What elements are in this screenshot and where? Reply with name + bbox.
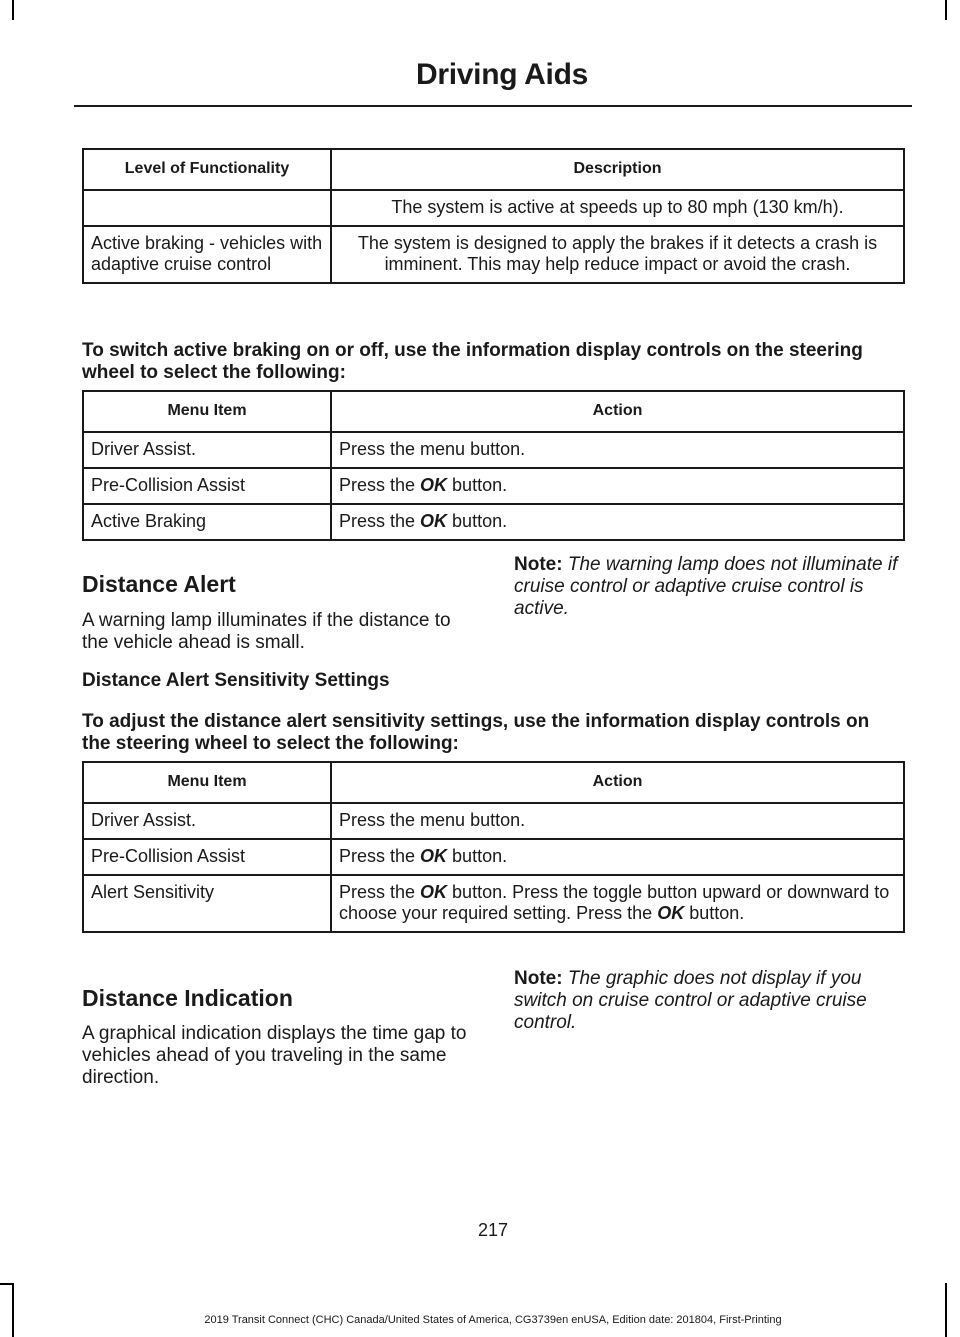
crop-mark-top-right (945, 0, 947, 20)
table-header-row (83, 762, 904, 803)
action-text: button. (447, 511, 508, 531)
table-cell: The system is designed to apply the brakes if it detects a crash is imminent. This may help reduce impact or avoid the crash. (331, 226, 904, 283)
action-text: Press the (339, 846, 421, 866)
note-label: Note: (514, 968, 563, 989)
distance-indication-heading: Distance Indication (82, 985, 293, 1011)
table-cell (331, 504, 904, 540)
ok-label: OK (420, 846, 448, 866)
distance-indication-note (514, 968, 910, 1034)
column-header: Menu Item (83, 762, 331, 803)
functionality-table (82, 148, 905, 284)
distance-alert-body: A warning lamp illuminates if the distance to the vehicle ahead is small. (82, 610, 451, 653)
action-text: Press the menu button. (339, 810, 526, 830)
table-cell: Driver Assist. (83, 432, 331, 468)
sensitivity-instruction: To adjust the distance alert sensitivity settings, use the information display controls on the steering wheel to select the following: (82, 711, 870, 754)
table-cell: Active Braking (83, 504, 331, 540)
table-cell: Pre-Collision Assist (83, 839, 331, 875)
action-text: Press the menu button. (339, 439, 526, 459)
footer-text: 2019 Transit Connect (CHC) Canada/United States of America, CG3739en enUSA, Edition date: 201804, First-Printing (204, 1314, 782, 1326)
table-header-row (83, 149, 904, 190)
action-text: Press the (339, 511, 421, 531)
table-row (83, 839, 904, 875)
action-text: button. (684, 903, 745, 923)
table-cell (331, 875, 904, 932)
distance-alert-note (514, 554, 910, 620)
active-braking-instruction: To switch active braking on or off, use the information display controls on the steering wheel to select the following: (82, 340, 863, 383)
ok-label: OK (657, 903, 685, 923)
sensitivity-heading: Distance Alert Sensitivity Settings (82, 670, 390, 691)
table-cell: Active braking - vehicles with adaptive cruise control (83, 226, 331, 283)
crop-mark-bottom-left-h (0, 1283, 14, 1285)
note-label: Note: (514, 554, 563, 575)
table-cell: Pre-Collision Assist (83, 468, 331, 504)
table-cell (331, 803, 904, 839)
action-text: button. Press the toggle button upward or downward to choose your required setting. Press the (339, 882, 890, 923)
table-header-row (83, 391, 904, 432)
ok-label: OK (420, 511, 448, 531)
column-header: Action (331, 762, 904, 803)
title-divider (74, 105, 912, 107)
table-cell: Alert Sensitivity (83, 875, 331, 932)
column-header: Action (331, 391, 904, 432)
table-row (83, 504, 904, 540)
note-text: The graphic does not display if you switch on cruise control or adaptive cruise control. (514, 968, 867, 1033)
action-text: button. (447, 846, 508, 866)
table-row (83, 803, 904, 839)
distance-alert-heading: Distance Alert (82, 571, 236, 597)
table-row (83, 432, 904, 468)
table-cell (331, 432, 904, 468)
table-row (83, 190, 904, 226)
ok-label: OK (420, 882, 448, 902)
action-text: Press the (339, 882, 421, 902)
ok-label: OK (420, 475, 448, 495)
table-cell (331, 839, 904, 875)
table-row (83, 875, 904, 932)
action-text: button. (447, 475, 508, 495)
table-cell (83, 190, 331, 226)
column-header: Description (331, 149, 904, 190)
action-text: Press the (339, 475, 421, 495)
table-row (83, 468, 904, 504)
distance-indication-body: A graphical indication displays the time gap to vehicles ahead of you traveling in the same direction. (82, 1023, 467, 1088)
crop-mark-top-left (12, 0, 14, 20)
table-cell: Driver Assist. (83, 803, 331, 839)
page-number: 217 (477, 1220, 509, 1240)
note-text: The warning lamp does not illuminate if cruise control or adaptive cruise control is active. (514, 554, 898, 619)
sensitivity-table (82, 761, 905, 933)
crop-mark-bottom-right (945, 1283, 947, 1337)
crop-mark-bottom-left (12, 1283, 14, 1337)
table-cell: The system is active at speeds up to 80 mph (130 km/h). (331, 190, 904, 226)
column-header: Menu Item (83, 391, 331, 432)
active-braking-table (82, 390, 905, 541)
column-header: Level of Functionality (83, 149, 331, 190)
table-row (83, 226, 904, 283)
table-cell (331, 468, 904, 504)
page-title: Driving Aids (416, 58, 588, 91)
